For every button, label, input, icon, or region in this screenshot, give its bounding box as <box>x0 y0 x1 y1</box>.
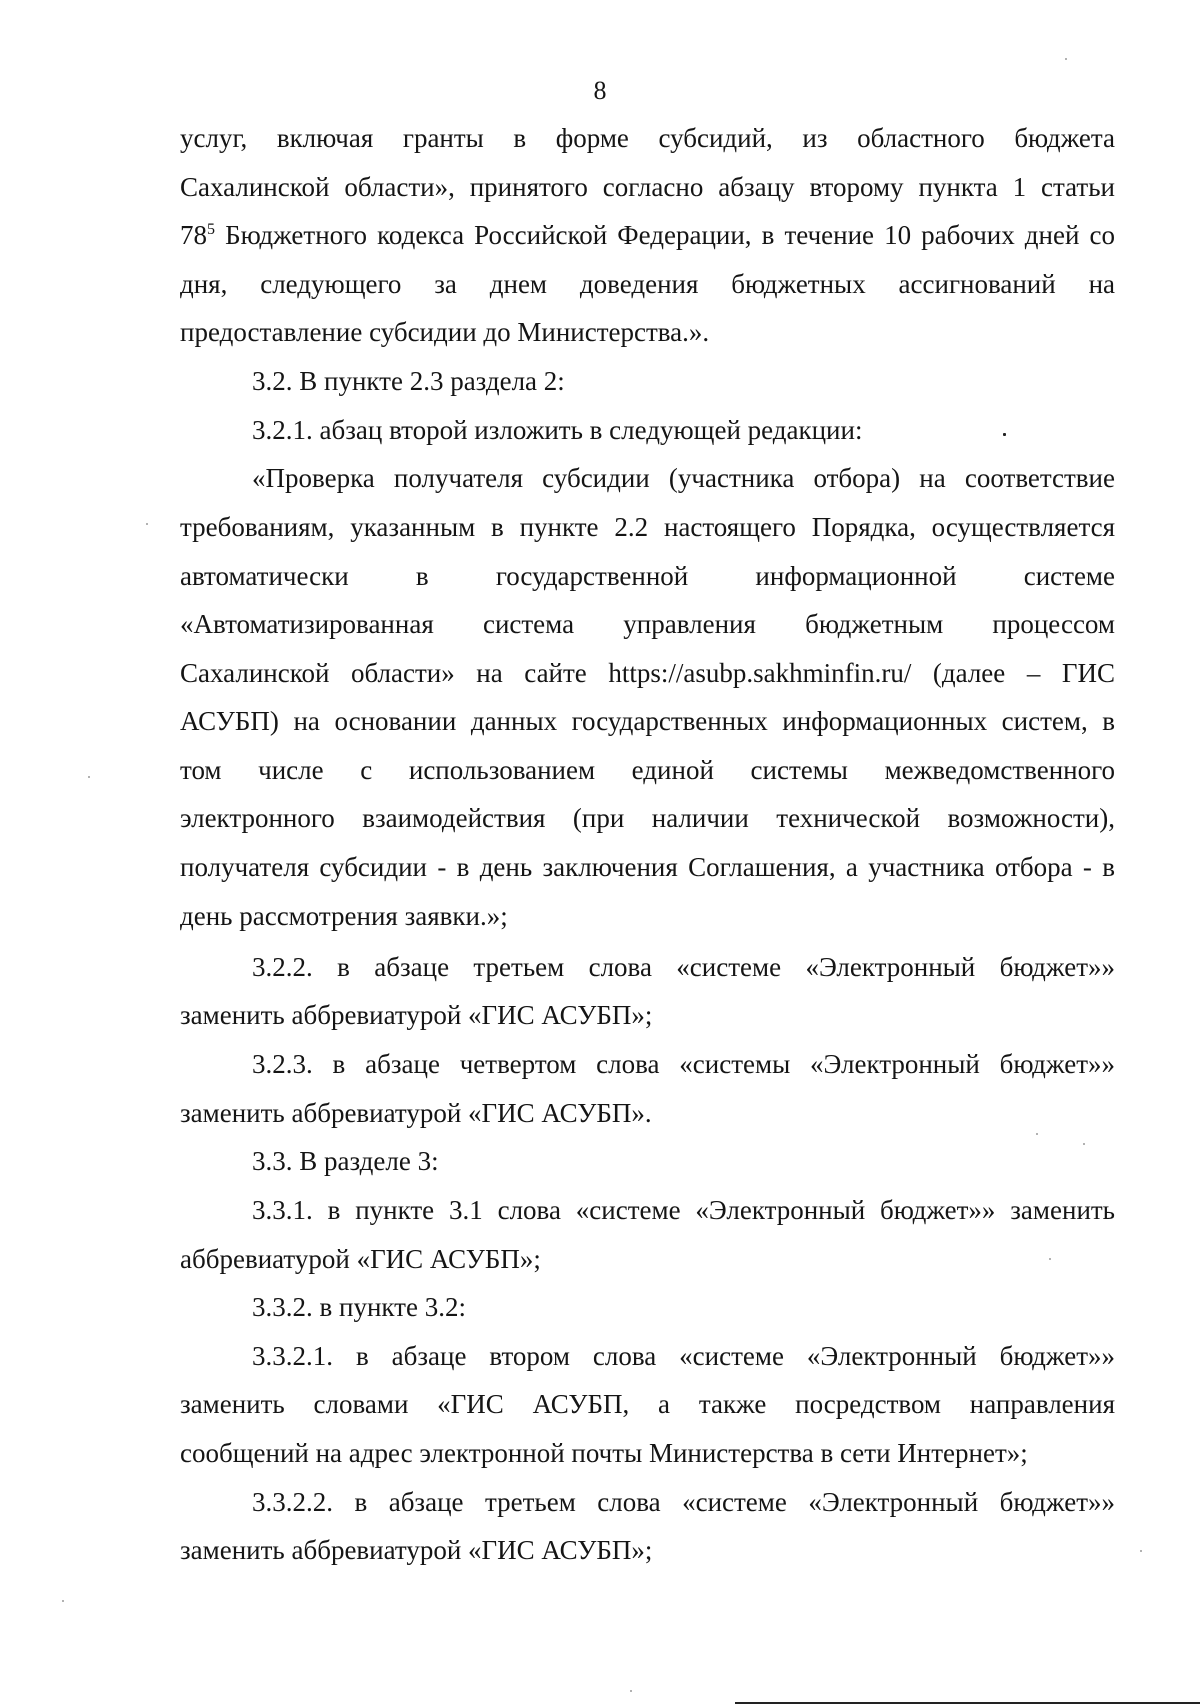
paragraph-line-rest: Бюджетного кодекса Российской Федерации, в течение 10 рабочих дней со <box>215 220 1115 250</box>
scan-speck <box>62 1600 64 1602</box>
paragraph-line: том числе с использованием единой системы межведомственного <box>180 755 1115 785</box>
paragraph-line: заменить аббревиатурой «ГИС АСУБП»; <box>180 1000 653 1030</box>
scan-speck <box>146 523 148 525</box>
paragraph-line: аббревиатурой «ГИС АСУБП»; <box>180 1244 541 1274</box>
paragraph-line: день рассмотрения заявки.»; <box>180 901 508 931</box>
paragraph-line: «Проверка получателя субсидии (участника отбора) на соответствие <box>252 463 1115 493</box>
paragraph-line: сообщений на адрес электронной почты Министерства в сети Интернет»; <box>180 1438 1028 1468</box>
article-number: 78 <box>180 220 207 250</box>
subsection-heading: 3.2.1. абзац второй изложить в следующей редакции: <box>252 415 863 445</box>
paragraph-line: заменить аббревиатурой «ГИС АСУБП»; <box>180 1535 653 1565</box>
scan-speck <box>88 776 90 778</box>
subsection-heading: 3.3.2. в пункте 3.2: <box>252 1292 466 1322</box>
scan-speck <box>1140 1550 1142 1552</box>
paragraph-line: предоставление субсидии до Министерства.». <box>180 317 710 347</box>
section-heading: 3.2. В пункте 2.3 раздела 2: <box>252 366 565 396</box>
paragraph-line-with-superscript <box>180 218 1115 252</box>
paragraph-line: 3.2.3. в абзаце четвертом слова «системы «Электронный бюджет»» <box>252 1049 1115 1079</box>
paragraph-line: 3.3.1. в пункте 3.1 слова «системе «Электронный бюджет»» заменить <box>252 1195 1115 1225</box>
paragraph-line: Сахалинской области» на сайте https://asubp.sakhminfin.ru/ (далее – ГИС <box>180 658 1115 688</box>
scan-speck <box>1049 1258 1051 1260</box>
scan-border-line <box>735 1702 1200 1704</box>
paragraph-line: «Автоматизированная система управления бюджетным процессом <box>180 609 1115 639</box>
paragraph-line: автоматически в государственной информационной системе <box>180 561 1115 591</box>
paragraph-line: Сахалинской области», принятого согласно абзацу второму пункта 1 статьи <box>180 172 1115 202</box>
paragraph-line: заменить словами «ГИС АСУБП, а также посредством направления <box>180 1389 1115 1419</box>
scan-speck <box>1083 1143 1085 1145</box>
scan-speck <box>630 1690 632 1692</box>
paragraph-line: требованиям, указанным в пункте 2.2 настоящего Порядка, осуществляется <box>180 512 1115 542</box>
paragraph-line: 3.2.2. в абзаце третьем слова «системе «Электронный бюджет»» <box>252 952 1115 982</box>
paragraph-line: заменить аббревиатурой «ГИС АСУБП». <box>180 1098 652 1128</box>
paragraph-line: получателя субсидии - в день заключения Соглашения, а участника отбора - в <box>180 852 1115 882</box>
paragraph-line: АСУБП) на основании данных государственных информационных систем, в <box>180 706 1115 736</box>
paragraph-line: дня, следующего за днем доведения бюджетных ассигнований на <box>180 269 1115 299</box>
paragraph-line: 3.3.2.2. в абзаце третьем слова «системе «Электронный бюджет»» <box>252 1487 1115 1517</box>
section-heading: 3.3. В разделе 3: <box>252 1146 439 1176</box>
paragraph-line: 3.3.2.1. в абзаце втором слова «системе «Электронный бюджет»» <box>252 1341 1115 1371</box>
paragraph-line: услуг, включая гранты в форме субсидий, из областного бюджета <box>180 123 1115 153</box>
paragraph-line: электронного взаимодействия (при наличии технической возможности), <box>180 803 1115 833</box>
scan-speck <box>1065 58 1067 60</box>
scan-speck <box>1003 433 1006 436</box>
scan-speck <box>1036 1133 1038 1135</box>
article-superscript: 5 <box>207 221 215 238</box>
page-number: 8 <box>593 76 607 105</box>
